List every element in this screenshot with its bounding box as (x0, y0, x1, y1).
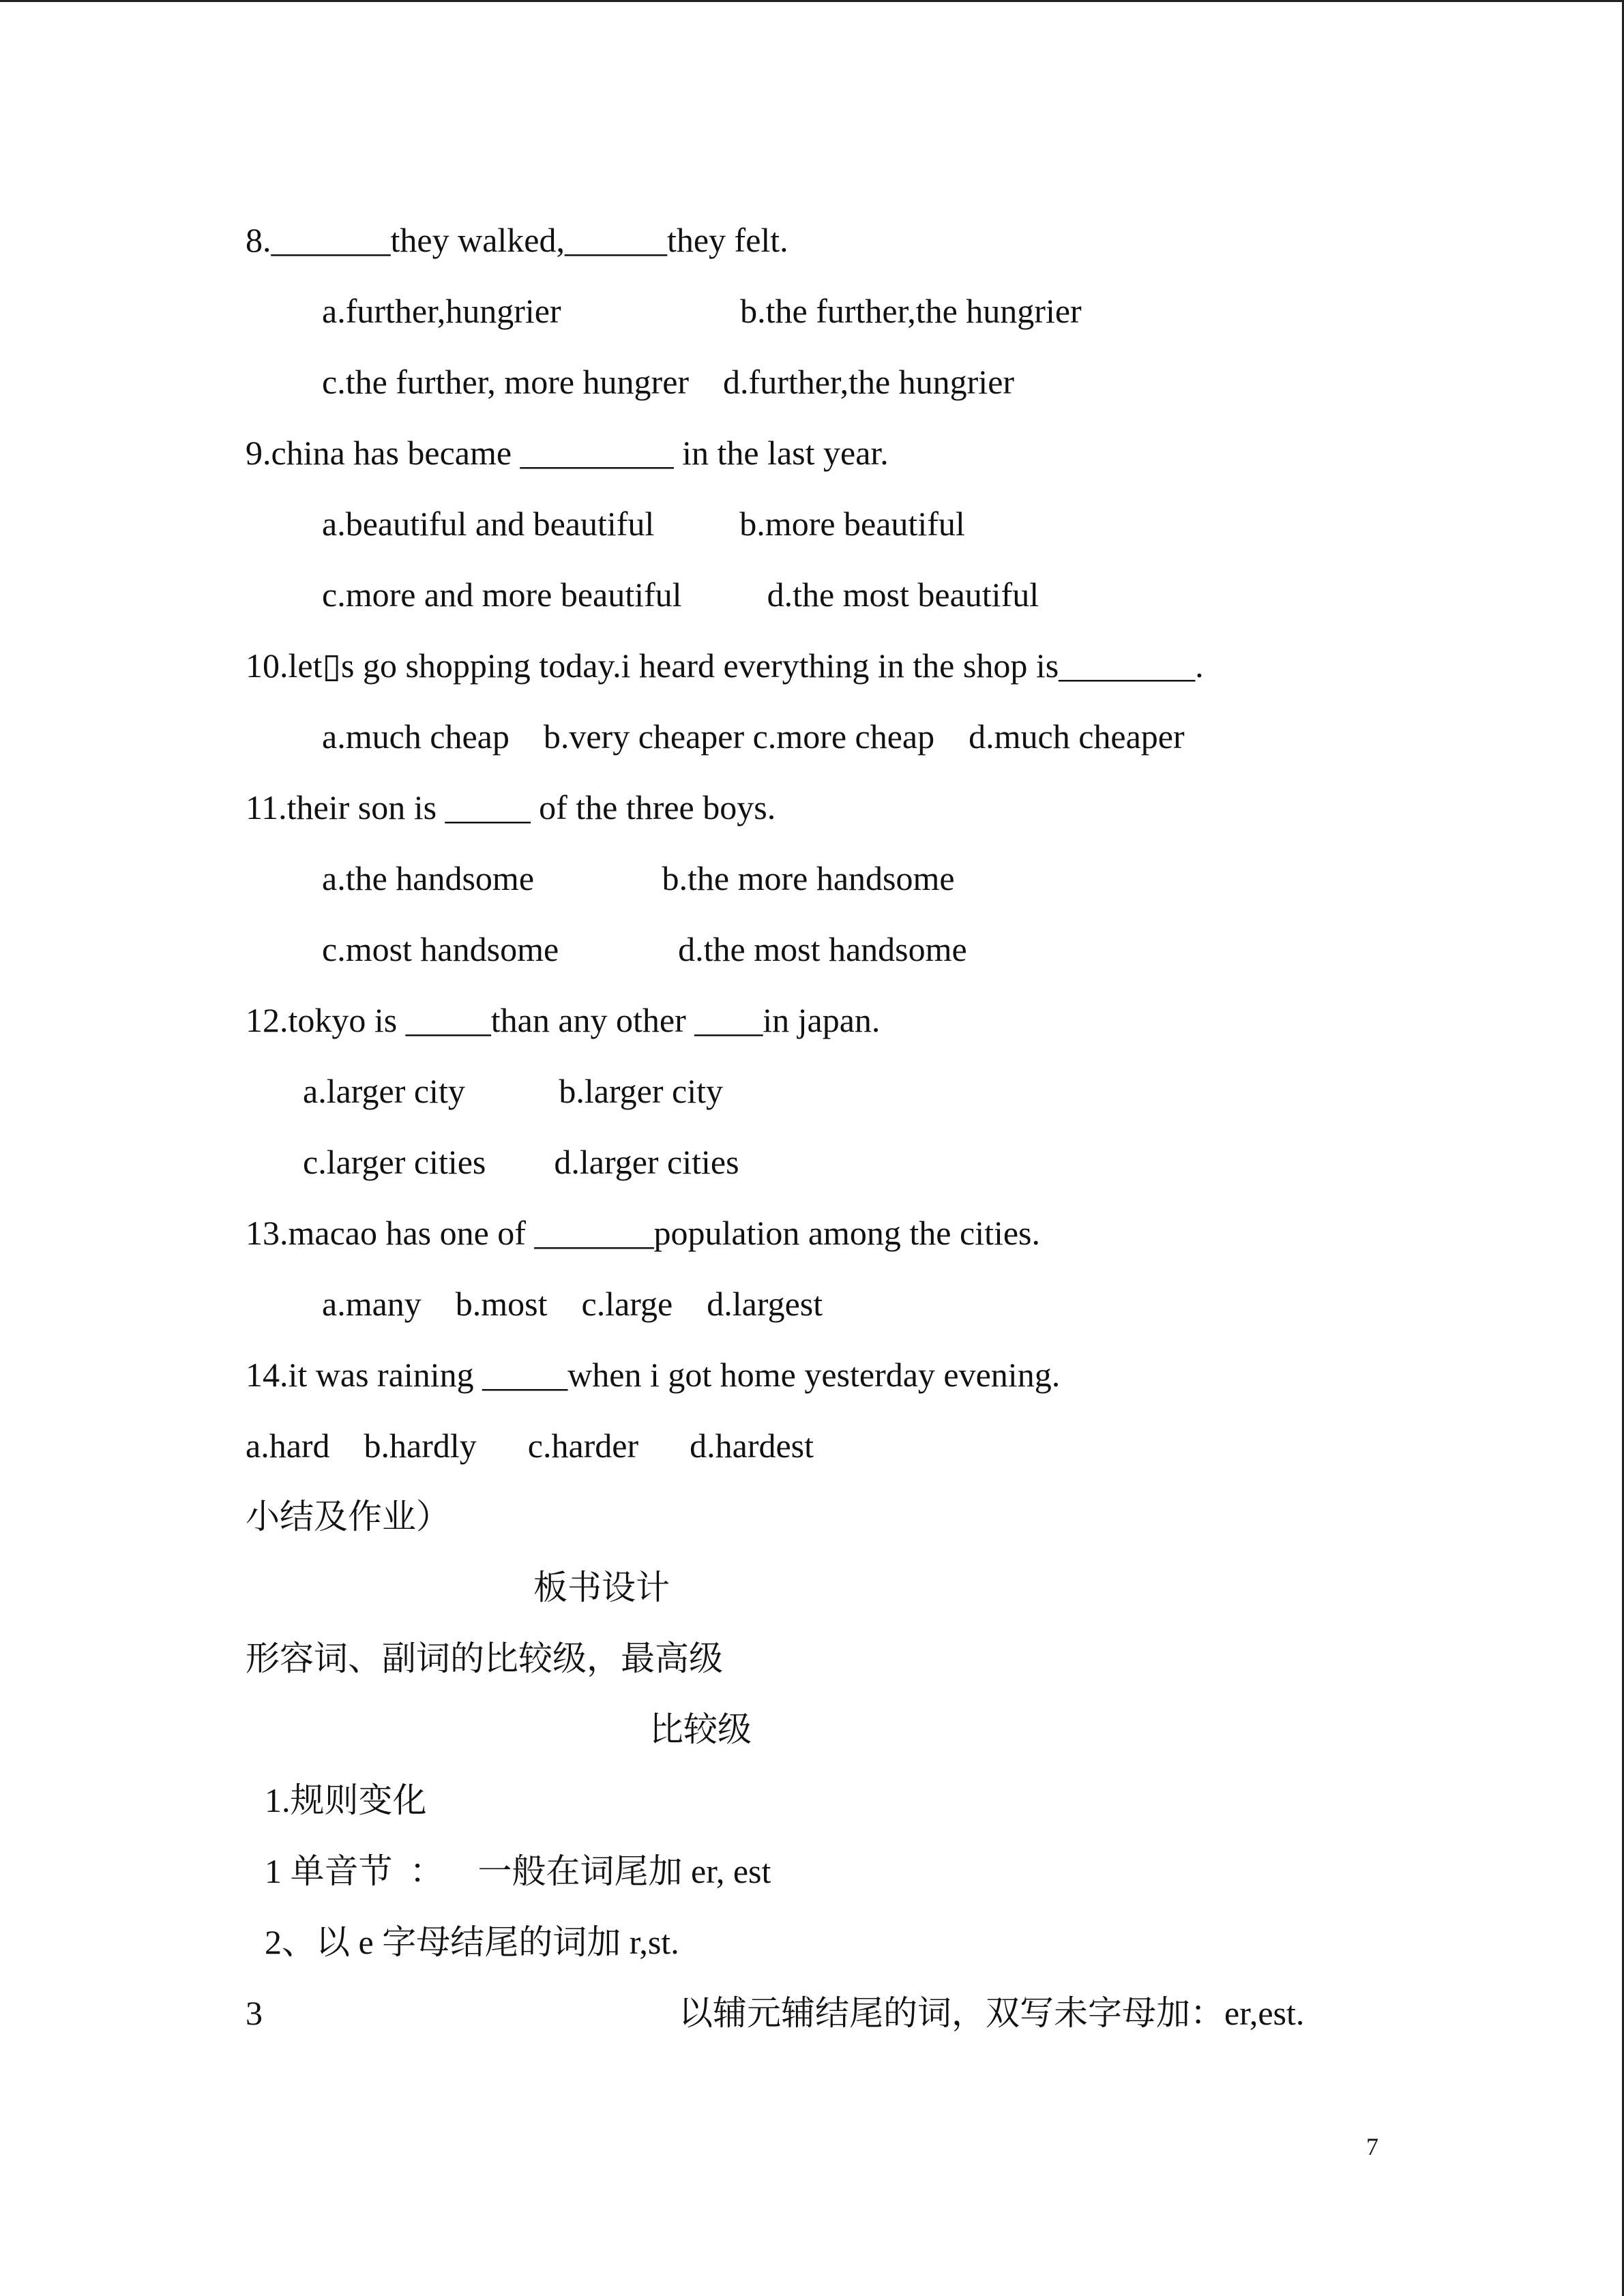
board-heading: 板书设计 (533, 1568, 670, 1607)
question-stem: 12.tokyo is _____than any other ____in japan. (246, 1001, 881, 1039)
rule-item: 以辅元辅结尾的词，双写未字母加：er,est. (679, 1994, 1305, 2032)
question-options: a.the handsome b.the more handsome (322, 859, 955, 897)
question-stem: 9.china has became _________ in the last year. (246, 434, 889, 472)
question-stem: 8._______they walked,______they felt. (246, 221, 788, 259)
question-options: c.more and more beautiful d.the most beautiful (322, 576, 1039, 614)
question-options: a.beautiful and beautiful b.more beautiful (322, 505, 965, 543)
page-border-top (0, 0, 1624, 2)
question-options: a.many b.most c.large d.largest (322, 1285, 823, 1323)
question-stem: 14.it was raining _____when i got home yesterday evening. (246, 1356, 1061, 1394)
rule-item: 1 单音节 ： 一般在词尾加 er, est (265, 1852, 771, 1890)
question-options: c.the further, more hungrer d.further,the hungrier (322, 363, 1015, 401)
rule-number: 3 (246, 1994, 263, 2032)
question-stem: 10.let▯s go shopping today.i heard everything in the shop is________. (246, 646, 1204, 685)
question-options: c.larger cities d.larger cities (303, 1143, 739, 1181)
question-options: a.larger city b.larger city (303, 1072, 723, 1110)
question-stem: 13.macao has one of _______population among the cities. (246, 1214, 1041, 1252)
question-options: a.much cheap b.very cheaper c.more cheap d.much cheaper (322, 717, 1185, 756)
question-options: a.further,hungrier b.the further,the hungrier (322, 292, 1082, 330)
page-number: 7 (1366, 2133, 1378, 2160)
rule-item: 2、以 e 字母结尾的词加 r,st. (265, 1923, 679, 1961)
question-options: a.hard b.hardly c.harder d.hardest (246, 1427, 814, 1465)
question-options: c.most handsome d.the most handsome (322, 930, 967, 968)
summary-heading: 小结及作业） (246, 1497, 450, 1536)
board-subheading: 比较级 (649, 1710, 752, 1748)
board-title: 形容词、副词的比较级，最高级 (246, 1639, 723, 1678)
rule-heading: 1.规则变化 (265, 1781, 427, 1819)
question-stem: 11.their son is _____ of the three boys. (246, 788, 776, 826)
